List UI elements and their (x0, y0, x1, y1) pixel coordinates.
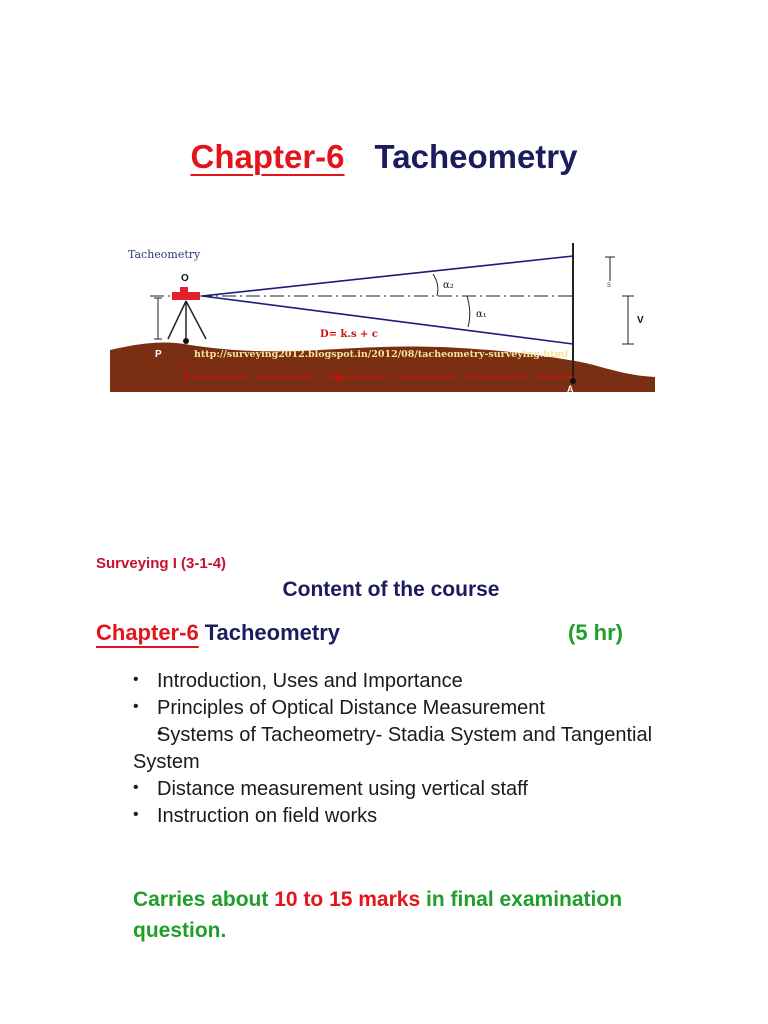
figure-caption: Tacheometry (128, 248, 201, 261)
instrument-body (172, 292, 200, 300)
alpha1-arc (467, 296, 470, 327)
course-code: Surveying I (3-1-4) (96, 555, 227, 572)
title-chapter: Chapter-6 (190, 138, 345, 175)
station-a-label: A (567, 384, 574, 394)
chapter-topic: Tacheometry (204, 620, 340, 645)
alpha2-arc (433, 274, 438, 296)
chapter-hours: (5 hr) (568, 620, 623, 645)
topic-list (133, 668, 653, 830)
lower-sight-line (202, 296, 573, 344)
list-item: • Introduction, Uses and Importance (133, 668, 653, 695)
list-item: • Instruction on field works (133, 803, 653, 830)
instrument-label: O (181, 273, 189, 284)
alpha1-label: α₁ (476, 309, 487, 320)
page-title (0, 138, 768, 176)
distance-label: D (335, 373, 343, 384)
upper-sight-line (202, 256, 573, 296)
alpha2-label: α₂ (443, 280, 454, 291)
title-topic: Tacheometry (374, 138, 578, 175)
chapter-heading (96, 620, 340, 646)
station-p-label: P (155, 349, 162, 360)
formula-label: D= k.s + c (320, 329, 379, 340)
url-label: http://surveying2012.blogspot.in/2012/08/tacheometry-surveying.html (194, 349, 569, 360)
staff-s-label: s (607, 280, 611, 289)
vertical-v-label: V (637, 315, 644, 326)
marks-note (133, 884, 653, 946)
marks-highlight: 10 to 15 marks (274, 888, 421, 911)
list-item: • Systems of Tacheometry- Stadia System and Tangential System (133, 722, 653, 776)
tacheometry-figure (110, 235, 655, 395)
tripod-leg-right (186, 301, 206, 339)
marks-suffix: in final examination question. (133, 888, 623, 942)
chapter-label: Chapter-6 (96, 620, 199, 645)
marks-prefix: Carries about (133, 888, 275, 911)
instrument-top (180, 287, 188, 293)
tripod-leg-left (168, 301, 186, 339)
list-item: • Distance measurement using vertical staff (133, 776, 653, 803)
content-heading: Content of the course (282, 578, 500, 601)
station-p-mark (183, 338, 189, 344)
list-item: • Principles of Optical Distance Measurement (133, 695, 653, 722)
tacheometry-diagram (110, 235, 655, 395)
